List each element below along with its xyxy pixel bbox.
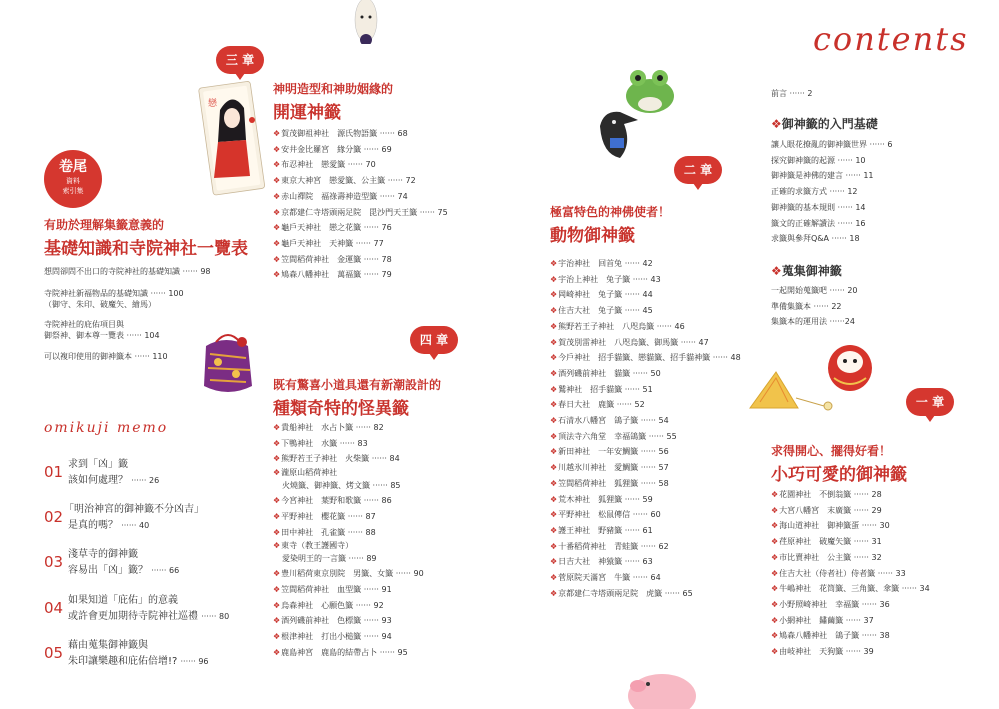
chapter2-badge: 二 章 [674,156,722,184]
list-item[interactable]: ❖龜戶天神社 天神籤 ······ 77 [273,238,384,248]
chapter1-list [771,487,930,660]
list-item[interactable]: ❖赤山禪院 福祿壽神造型籤 ······ 74 [273,191,408,201]
list-item[interactable]: ❖住吉大社 兔子籤 ······ 45 [550,306,653,316]
memo-number: 03 [44,553,64,571]
list-item[interactable]: ❖熊野若王子神社 火柴籤 ······ 84 [273,454,400,464]
list-item[interactable]: 愛染明王的一言籤 ······ 89 [282,554,377,564]
chapter4-subtitle: 既有驚喜小道具還有新潮設計的 [273,378,442,392]
list-item[interactable]: 籤文的正確解讀法 ······ 16 [771,218,866,228]
princess-omamori-image [198,80,268,200]
list-item[interactable]: ❖京都建仁寺塔頭兩足院 毘沙門天王籤 ······ 75 [273,207,448,217]
list-item[interactable]: ❖頂法寺六角堂 幸福鴿籤 ······ 55 [550,431,677,441]
list-item[interactable]: ❖護王神社 野豬籤 ······ 61 [550,525,653,535]
list-item[interactable]: ❖笠間稻荷神社 狐狸籤 ······ 58 [550,478,669,488]
list-item[interactable]: 讓人眼花撩亂的御神籤世界 ······ 6 [771,140,893,149]
collect-section-title: ❖蒐集御神籤 [771,264,842,278]
chapter3-badge: 三 章 [216,46,264,74]
appendix-item[interactable]: 寺院神社的庇佑項目與 [44,320,124,329]
chapter2-list [550,256,741,601]
list-item[interactable]: ❖下鴨神社 水籤 ······ 83 [273,438,368,448]
list-item[interactable]: ❖日吉大社 神猿籤 ······ 63 [550,557,653,567]
list-item[interactable]: ❖小網神社 鏽繭籤 ······ 37 [771,615,874,625]
appendix-item[interactable]: 御祭神、御本尊一覽表 ······ 104 [44,331,160,340]
list-item[interactable]: 集籤本的運用法 ······24 [771,317,855,327]
list-item[interactable]: ❖笠間稻荷神社 血型籤 ······ 91 [273,584,392,594]
preface-link[interactable]: 前言 ······ 2 [771,89,813,98]
list-item[interactable]: 探究御神籤的起源 ······ 10 [771,155,866,165]
list-item[interactable]: ❖賀茂御祖神社 源氏物語籤 ······ 68 [273,129,408,138]
list-item[interactable]: ❖平野神社 松鼠傳信 ······ 60 [550,510,661,520]
appendix-subtitle: 有助於理解集籤意義的 [44,218,165,232]
list-item[interactable]: ❖平野神社 櫻花籤 ······ 87 [273,511,376,521]
list-item[interactable]: ❖鹿島神宮 鹿島的結帶占卜 ······ 95 [273,647,408,657]
fox-doll-image [352,0,380,44]
contents-logo: contents [813,20,969,58]
list-item[interactable]: ❖龜戶天神社 戀之花籤 ······ 76 [273,223,392,233]
chapter1-badge: 一 章 [906,388,954,416]
list-item[interactable]: ❖宇治上神社 兔子籤 ······ 43 [550,274,661,284]
appendix-item[interactable]: 可以複印使用的御神籤本 ······ 110 [44,352,168,361]
appendix-title: 基礎知識和寺院神社一覽表 [44,239,248,259]
list-item[interactable]: 御神籤是神佛的建言 ······ 11 [771,171,874,181]
list-item[interactable]: 一起開始蒐籤吧 ······ 20 [771,286,858,295]
list-item[interactable]: ❖鷲神社 招手貓籤 ······ 51 [550,384,653,394]
memo-item[interactable]: 求到「凶」籤 該如何處理？ ······ 26 [68,459,160,486]
list-item[interactable]: ❖瀧原山稻荷神社 [273,468,338,478]
pink-animal-figure-image [624,666,700,709]
list-item[interactable]: ❖岡崎神社 兔子籤 ······ 44 [550,290,653,300]
list-item[interactable]: ❖花園神社 不倒翁籤 ······ 28 [771,490,882,499]
chapter3-list [273,126,448,283]
purple-pouch-image [196,328,260,398]
list-item[interactable]: ❖荏原神社 破魔矢籤 ······ 31 [771,537,882,547]
list-item[interactable]: ❖酒列磯前神社 色標籤 ······ 93 [273,616,392,626]
memo-number: 01 [44,463,64,481]
memo-number: 02 [44,508,64,526]
appendix-item[interactable]: 寺院神社新福物品的基礎知識 ······ 100 [44,289,184,298]
list-item[interactable]: ❖市比賣神社 公主籤 ······ 32 [771,552,882,562]
list-item[interactable]: ❖牛嶋神社 花筒籤、三角籤、傘籤 ······ 34 [771,584,930,594]
list-item[interactable]: ❖鳩森八幡神社 萬福籤 ······ 79 [273,270,392,280]
list-item[interactable]: ❖春日大社 鹿籤 ······ 52 [550,400,645,410]
memo-item[interactable]: 藉由蒐集御神籤與 朱印讓樂趣和庇佑倍增!? ······ 96 [68,640,209,667]
list-item[interactable]: ❖川越氷川神社 愛鯛籤 ······ 57 [550,463,669,473]
triangle-omikuji-image [748,368,838,418]
list-item[interactable]: ❖熊野若王子神社 八咫烏籤 ······ 46 [550,321,685,331]
list-item[interactable]: ❖十番稻荷神社 青蛙籤 ······ 62 [550,541,669,551]
list-item[interactable]: 正確的求籤方式 ······ 12 [771,187,858,197]
intro-section-title: ❖御神籤的入門基礎 [771,117,878,131]
chapter2-subtitle: 極富特色的神佛使者！ [550,205,671,219]
memo-heading: omikuji memo [44,420,169,436]
chapter1-title: 小巧可愛的御神籤 [771,465,907,485]
chapter3-title: 開運神籤 [273,103,341,123]
list-item[interactable]: ❖小野照崎神社 幸福籤 ······ 36 [771,599,890,609]
memo-number: 04 [44,599,64,617]
list-item[interactable]: ❖東寺（教王護國寺） [273,541,354,551]
list-item[interactable]: ❖根津神社 打出小槌籤 ······ 94 [273,632,392,642]
list-item[interactable]: ❖鳩森八幡神社 鴿子籤 ······ 38 [771,631,890,641]
list-item[interactable]: 火燒籤、御神籤、烤文籤 ······ 85 [282,481,401,491]
list-item[interactable]: ❖貴船神社 水占卜籤 ······ 82 [273,423,384,432]
appendix-item-note: （御守、朱印、破魔矢、繪馬） [44,300,156,309]
list-item[interactable]: 求籤與參拜Q&A ······ 18 [771,234,860,244]
memo-item[interactable]: 如果知道「庇佑」的意義 或許會更加期待寺院神社巡禮 ······ 80 [68,595,230,622]
list-item[interactable]: ❖京都建仁寺塔頭兩足院 虎籤 ······ 65 [550,588,693,598]
list-item[interactable]: ❖笠間稻荷神社 金運籤 ······ 78 [273,254,392,264]
list-item[interactable]: ❖由岐神社 天狗籤 ······ 39 [771,647,874,657]
list-item[interactable]: ❖安井金比羅宮 緣分籤 ······ 69 [273,144,392,154]
memo-item[interactable]: 「明治神宮的御神籤不分凶吉」 是真的嗎？ ······ 40 [64,504,204,531]
list-item[interactable]: ❖今宮神社 葉野和歌籤 ······ 86 [273,496,392,506]
list-item[interactable]: ❖住吉大社（侍者社）侍者籤 ······ 33 [771,568,906,578]
intro-toc-list [771,137,892,247]
appendix-item[interactable]: 想問卻問不出口的寺院神社的基礎知識 ······ 98 [44,267,211,276]
chapter2-title: 動物御神籤 [550,226,635,246]
list-item[interactable]: ❖田中神社 孔雀籤 ······ 88 [273,527,376,537]
list-item[interactable]: ❖宇治神社 回首兔 ······ 42 [550,259,653,268]
appendix-badge: 卷尾 資料 索引集 [44,150,102,208]
list-item[interactable]: ❖新田神社 一年安鯛籤 ······ 56 [550,447,669,457]
list-item[interactable]: ❖布忍神社 戀愛籤 ······ 70 [273,160,376,170]
chapter4-title: 種類奇特的怪異籤 [273,399,409,419]
chapter4-list [273,420,424,660]
list-item[interactable]: ❖酒列磯前神社 貓籤 ······ 50 [550,368,661,378]
list-item[interactable]: ❖豊川稻荷東京別院 男籤、女籤 ······ 90 [273,569,424,579]
list-item[interactable]: ❖今戶神社 招手貓籤、戀貓籤、招手貓神籤 ······ 48 [550,353,741,363]
list-item[interactable]: 御神籤的基本規則 ······ 14 [771,202,866,212]
memo-item[interactable]: 淺草寺的御神籤 容易出「凶」籤？ ······ 66 [68,549,180,576]
crow-figure-image [596,104,642,160]
list-item[interactable]: ❖烏森神社 心願色籤 ······ 92 [273,600,384,610]
list-item[interactable]: ❖賀茂別雷神社 八咫烏籤、御馬籤 ······ 47 [550,337,709,347]
list-item[interactable]: ❖菅原院天滿宮 牛籤 ······ 64 [550,573,661,583]
chapter3-subtitle: 神明造型和神助姻緣的 [273,82,394,96]
list-item[interactable]: 準備集籤本 ······ 22 [771,301,842,311]
list-item[interactable]: ❖東京大神宮 戀愛籤、公主籤 ······ 72 [273,176,416,186]
list-item[interactable]: ❖石清水八幡宮 鴿子籤 ······ 54 [550,416,669,426]
list-item[interactable]: ❖海山道神社 御神籤蛋 ······ 30 [771,521,890,531]
list-item[interactable]: ❖荒木神社 狐狸籤 ······ 59 [550,494,653,504]
memo-number: 05 [44,644,64,662]
chapter4-badge: 四 章 [410,326,458,354]
svg-text:戀: 戀 [208,99,218,109]
list-item[interactable]: ❖大宮八幡宮 末廣籤 ······ 29 [771,505,882,515]
chapter1-subtitle: 求得開心、擺得好看！ [771,444,892,458]
collect-toc-list [771,283,858,330]
